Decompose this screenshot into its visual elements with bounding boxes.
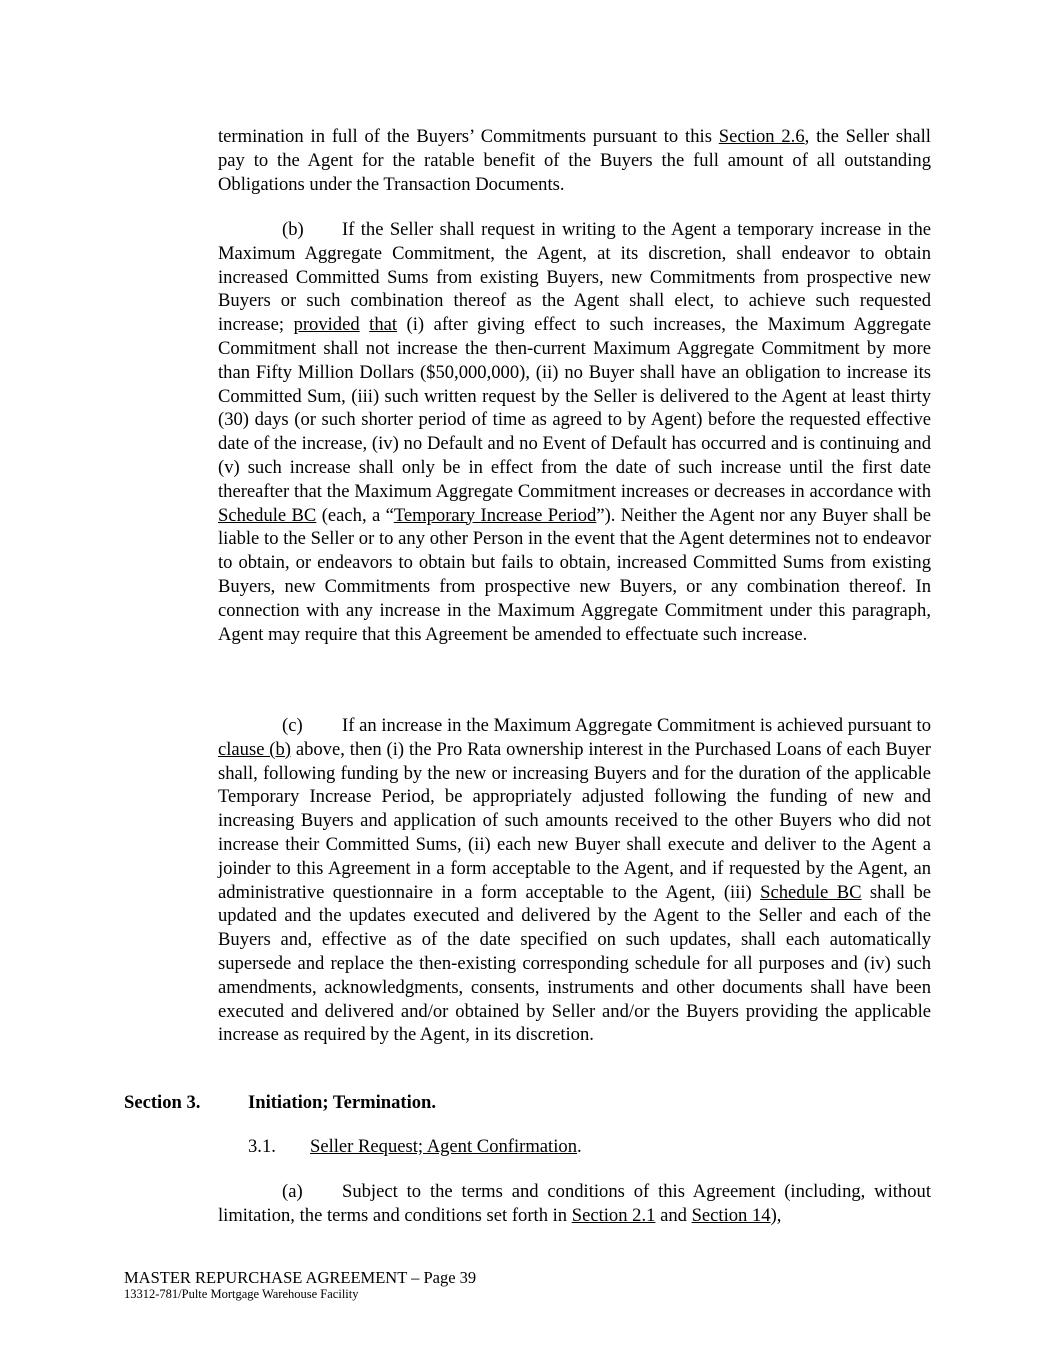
section-reference-link: Section 14 [691,1204,771,1226]
section-number: Section 3. [124,1092,201,1113]
section-reference-link: Section 2.1 [571,1204,656,1226]
clause-label: (c) [282,715,303,736]
clause-label: (a) [282,1181,303,1202]
section-heading [124,1091,436,1115]
footer-title: MASTER REPURCHASE AGREEMENT – Page 39 [124,1268,477,1287]
defined-term: Temporary Increase Period [393,504,597,526]
paragraph-c: (c) If an increase in the Maximum Aggregate Commitment is achieved pursuant to clause (b) above, then (i) the Pro Rata ownership interest in the Purchased Loans of each Buyer shall, following funding by the new or increasing Buyers and for the duration of the applicable Temporary Increase Period, be appropriately adjusted following the funding of new and increasing Buyers and application of such amounts received to the other Buyers who did not increase their Committed Sums, (ii) each new Buyer shall execute and deliver to the Agent a joinder to this Agreement in a form acceptable to the Agent, and if requested by the Agent, an administrative questionnaire in a form acceptable to the Agent, (iii) Schedule BC shall be updated and the updates executed and delivered by the Agent to the Seller and each of the Buyers and, effective as of the date specified on such updates, shall each automatically supersede and replace the then-existing corresponding schedule for all purposes and (iv) such amendments, acknowledgments, consents, instruments and other documents shall have been executed and delivered and/or obtained by Seller and/or the Buyers providing the applicable increase as required by the Agent, in its discretion. [218,715,931,1046]
subsection-title: Seller Request; Agent Confirmation [310,1136,577,1157]
section-title: Initiation; Termination. [248,1092,437,1113]
section-reference-link: Section 2.6 [718,126,805,147]
page-footer [124,1268,476,1302]
clause-label: (b) [282,219,304,240]
footer-docid: 13312-781/Pulte Mortgage Warehouse Facility [124,1287,359,1301]
subsection-number: 3.1. [248,1136,276,1157]
subsection-heading: 3.1. Seller Request; Agent Confirmation. [248,1136,582,1157]
paragraph-termination: termination in full of the Buyers’ Commitments pursuant to this Section 2.6, the Seller shall pay to the Agent for the ratable benefit of the Buyers the full amount of all outstanding Obligations under the Transaction Documents. [218,126,931,195]
paragraph-a: (a) Subject to the terms and conditions of this Agreement (including, without limitation, the terms and conditions set forth in Section 2.1 and Section 14), [218,1181,931,1226]
schedule-reference: Schedule BC [218,504,317,526]
clause-reference: clause (b) [218,738,291,760]
paragraph-b: (b) If the Seller shall request in writing to the Agent a temporary increase in the Maximum Aggregate Commitment, the Agent, at its discretion, shall endeavor to obtain increased Committed Sums from existing Buyers, new Commitments from prospective new Buyers or such combination thereof as the Agent shall elect, to achieve such requested increase; provided that (i) after giving effect to such increases, the Maximum Aggregate Commitment shall not increase the then-current Maximum Aggregate Commitment by more than Fifty Million Dollars ($50,000,000), (ii) no Buyer shall have an obligation to increase its Committed Sum, (iii) such written request by the Seller is delivered to the Agent at least thirty (30) days (or such shorter period of time as agreed to by Agent) before the requested effective date of the increase, (iv) no Default and no Event of Default has occurred and is continuing and (v) such increase shall only be in effect from the date of such increase until the first date thereafter that the Maximum Aggregate Commitment increases or decreases in accordance with Schedule BC (each, a “Temporary Increase Period”). Neither the Agent nor any Buyer shall be liable to the Seller or to any other Person in the event that the Agent determines not to endeavor to obtain, or endeavors to obtain but fails to obtain, increased Committed Sums from existing Buyers, new Commitments from prospective new Buyers, or any combination thereof. In connection with any increase in the Maximum Aggregate Commitment under this paragraph, Agent may require that this Agreement be amended to effectuate such increase. [218,219,931,645]
schedule-reference: Schedule BC [760,881,862,903]
